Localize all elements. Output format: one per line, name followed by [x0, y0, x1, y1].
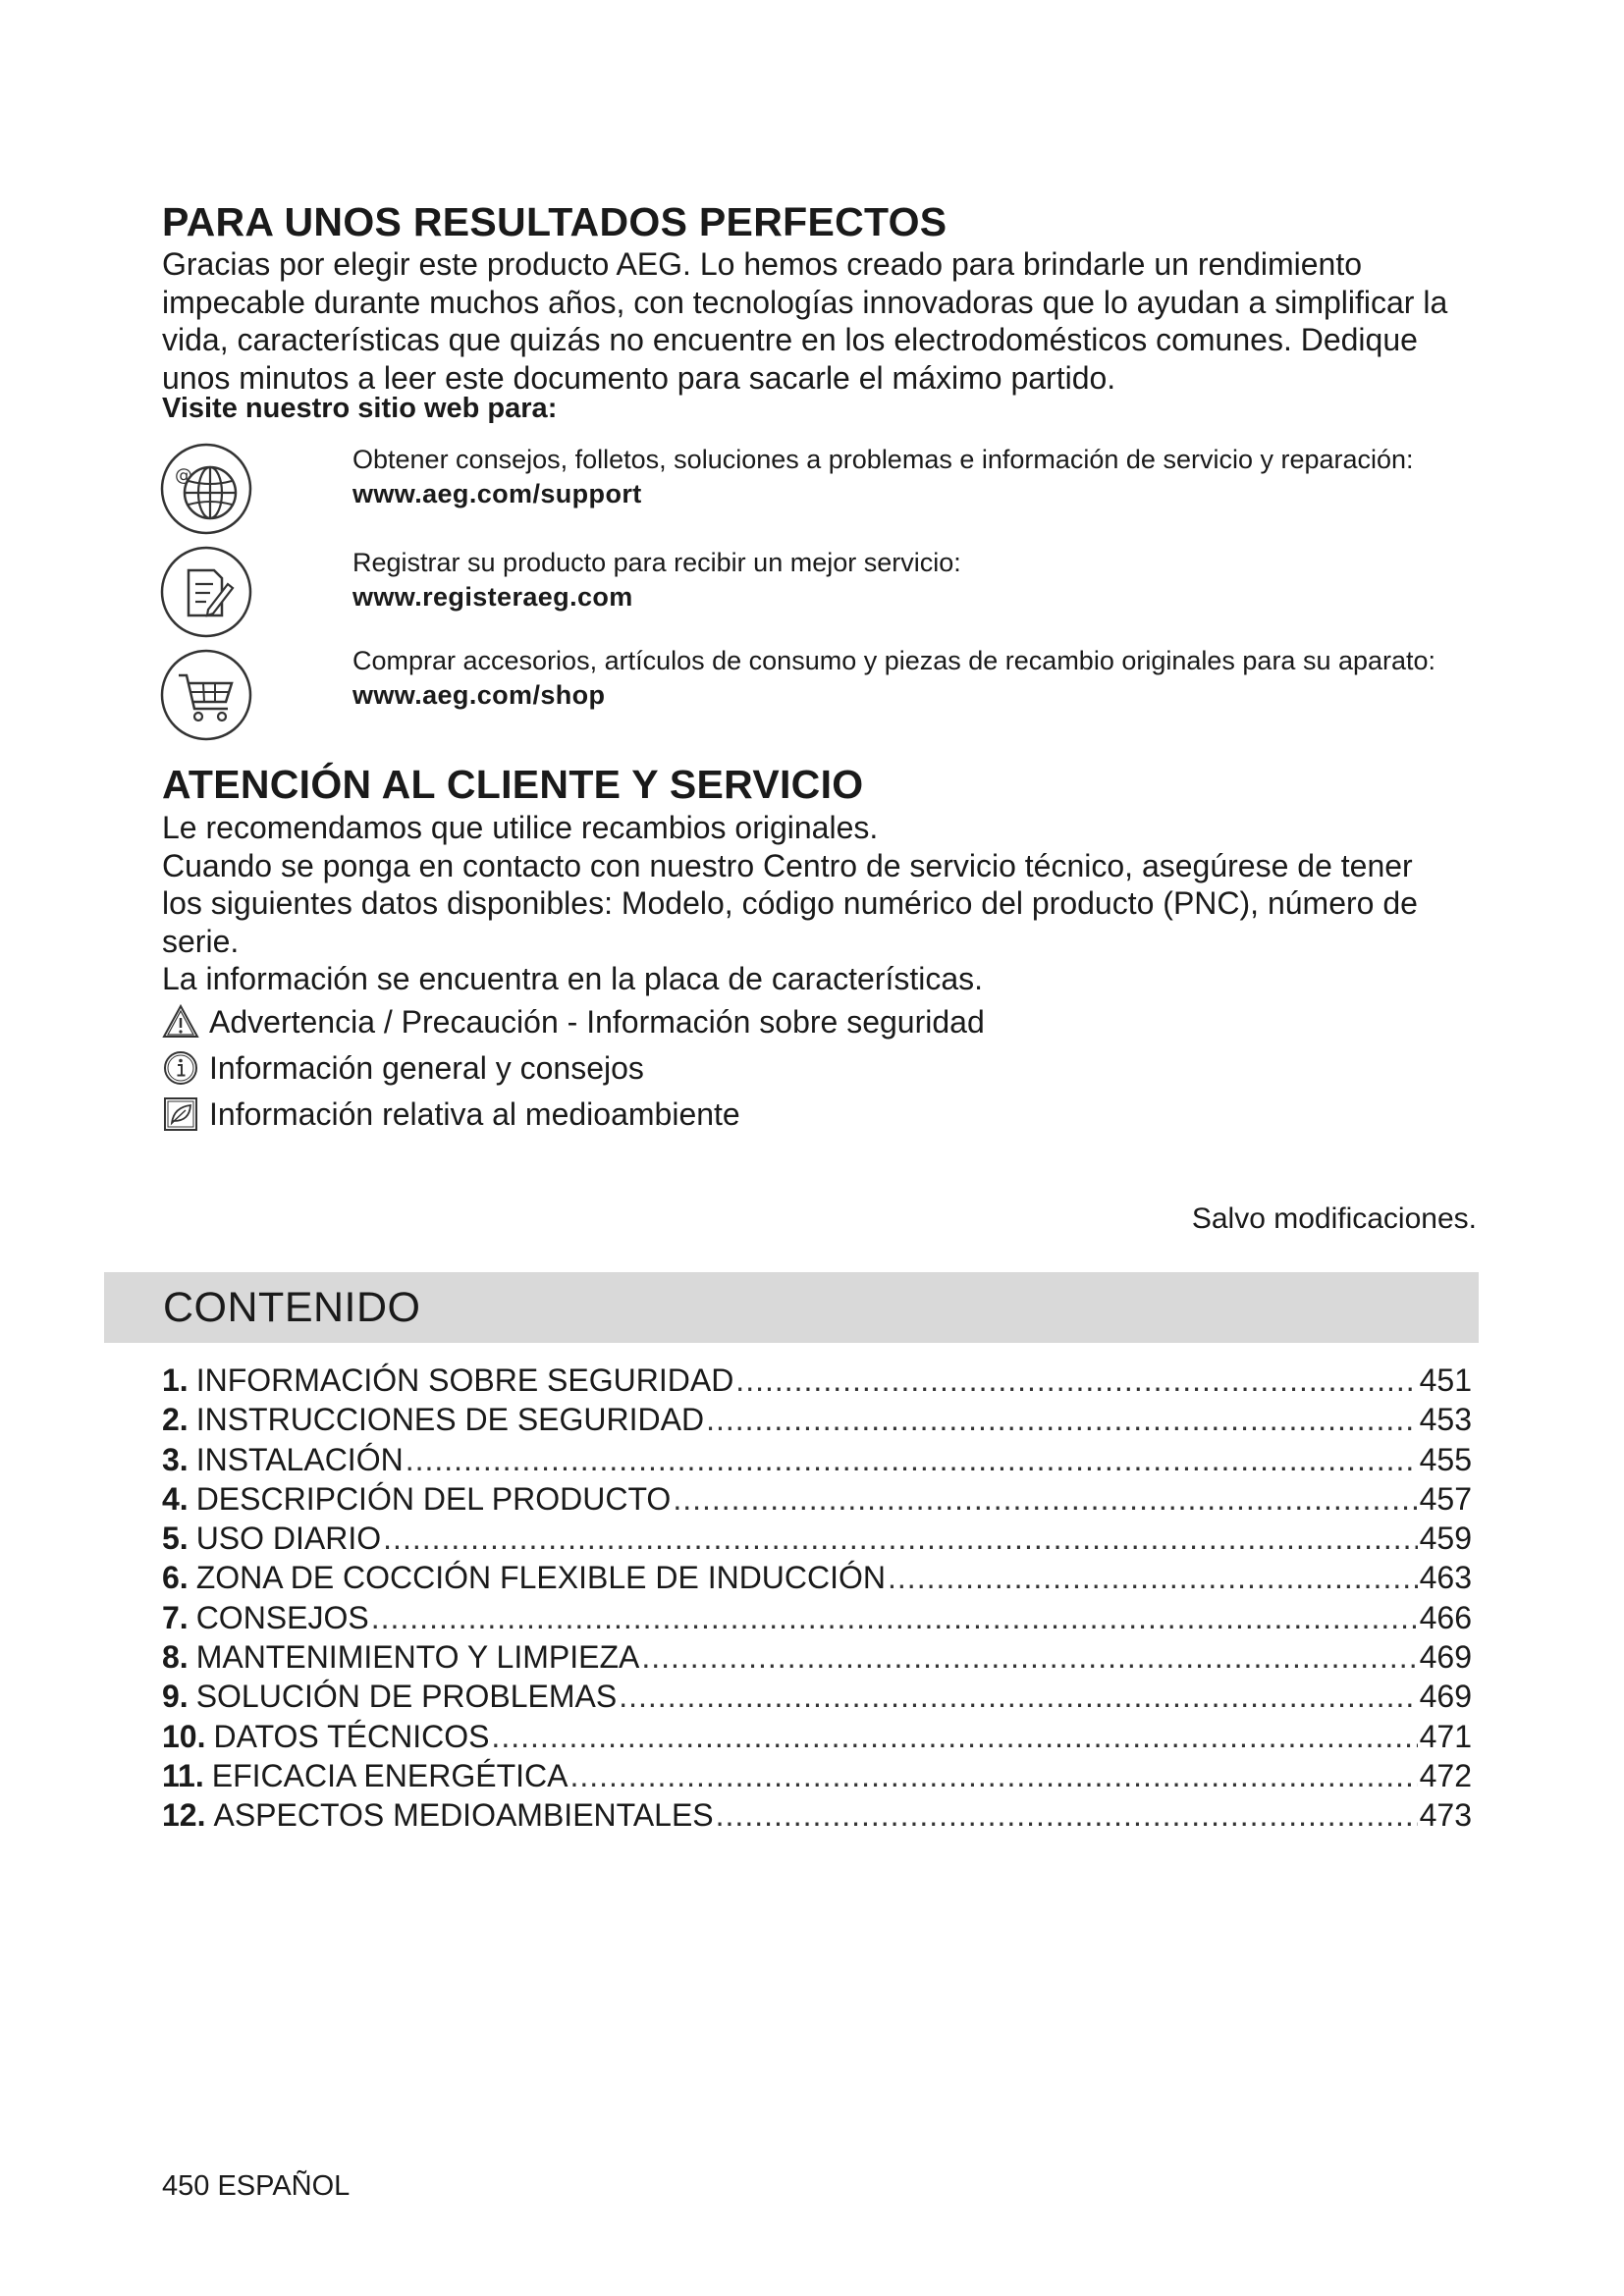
toc-item-title: USO DIARIO [195, 1521, 382, 1557]
toc-item-title: INSTRUCCIONES DE SEGURIDAD [195, 1402, 705, 1438]
toc-header [104, 1272, 1479, 1343]
svg-text:@: @ [175, 465, 192, 486]
toc-item[interactable] [162, 1679, 1472, 1718]
warning-icon [162, 1003, 199, 1041]
toc-item-number: 2. [162, 1402, 189, 1438]
legend-environment-text: Información relativa al medioambiente [209, 1095, 740, 1132]
customer-paragraph [162, 809, 1458, 998]
service-register [352, 546, 1452, 614]
service-support-text: Obtener consejos, folletos, soluciones a problemas e información de servicio y reparación: [352, 445, 1414, 474]
toc-item-number: 1. [162, 1362, 189, 1398]
toc-item-number: 10. [162, 1718, 206, 1754]
toc-item-title: INFORMACIÓN SOBRE SEGURIDAD [195, 1362, 734, 1398]
toc-item-page: 451 [1419, 1362, 1472, 1398]
visit-label: Visite nuestro sitio web para: [162, 393, 558, 424]
toc-item[interactable] [162, 1758, 1472, 1797]
toc-item[interactable] [162, 1442, 1472, 1481]
toc-title: CONTENIDO [163, 1284, 421, 1331]
register-link[interactable]: www.registeraeg.com [352, 582, 633, 612]
legend-warning [162, 1002, 985, 1041]
toc-item[interactable] [162, 1719, 1472, 1758]
intro-paragraph [162, 245, 1478, 397]
toc-item-title: EFICACIA ENERGÉTICA [211, 1757, 568, 1793]
shop-link[interactable]: www.aeg.com/shop [352, 680, 606, 710]
toc-item-title: MANTENIMIENTO Y LIMPIEZA [195, 1639, 640, 1676]
toc-item-number: 9. [162, 1679, 189, 1715]
toc-item-page: 469 [1419, 1679, 1472, 1715]
legend-environment [162, 1095, 740, 1134]
page-footer: 450 ESPAÑOL [162, 2170, 351, 2202]
toc-item-number: 3. [162, 1441, 189, 1477]
toc-item-title: DESCRIPCIÓN DEL PRODUCTO [195, 1480, 672, 1517]
service-register-text: Registrar su producto para recibir un mejor servicio: [352, 548, 961, 577]
toc-item[interactable] [162, 1521, 1472, 1560]
toc-item-page: 471 [1419, 1718, 1472, 1754]
toc-item-number: 11. [162, 1757, 204, 1793]
toc-item[interactable] [162, 1481, 1472, 1521]
toc-item-number: 5. [162, 1521, 189, 1557]
toc-item-page: 463 [1419, 1560, 1472, 1596]
service-shop [352, 644, 1452, 713]
info-icon [162, 1049, 199, 1087]
table-of-contents [162, 1362, 1472, 1838]
toc-item-number: 4. [162, 1480, 189, 1517]
toc-item-number: 8. [162, 1639, 189, 1676]
environment-icon [162, 1095, 199, 1133]
toc-item-page: 473 [1419, 1797, 1472, 1834]
globe-icon [159, 442, 253, 536]
toc-item-page: 455 [1419, 1441, 1472, 1477]
toc-item[interactable] [162, 1797, 1472, 1837]
toc-item-title: DATOS TÉCNICOS [213, 1718, 490, 1754]
toc-item-number: 12. [162, 1797, 206, 1834]
toc-item-title: ASPECTOS MEDIOAMBIENTALES [213, 1797, 714, 1834]
toc-item-page: 453 [1419, 1402, 1472, 1438]
legend-info [162, 1048, 644, 1088]
cart-icon [159, 648, 253, 742]
support-link[interactable]: www.aeg.com/support [352, 479, 642, 508]
toc-item[interactable] [162, 1600, 1472, 1639]
toc-item[interactable] [162, 1560, 1472, 1599]
toc-item-title: SOLUCIÓN DE PROBLEMAS [195, 1679, 618, 1715]
service-shop-text: Comprar accesorios, artículos de consumo y piezas de recambio originales para su aparato: [352, 646, 1436, 675]
toc-item[interactable] [162, 1402, 1472, 1441]
toc-item-number: 6. [162, 1560, 189, 1596]
toc-item-number: 7. [162, 1599, 189, 1635]
toc-item-page: 459 [1419, 1521, 1472, 1557]
toc-item-page: 466 [1419, 1599, 1472, 1635]
toc-item-page: 472 [1419, 1757, 1472, 1793]
subject-to-change: Salvo modificaciones. [1191, 1202, 1477, 1235]
intro-title: PARA UNOS RESULTADOS PERFECTOS [162, 199, 947, 244]
legend-info-text: Información general y consejos [209, 1049, 644, 1086]
toc-item-page: 457 [1419, 1480, 1472, 1517]
toc-item-title: CONSEJOS [195, 1599, 369, 1635]
customer-line-3: La información se encuentra en la placa de características. [162, 961, 984, 996]
toc-item[interactable] [162, 1639, 1472, 1679]
customer-line-2: Cuando se ponga en contacto con nuestro Centro de servicio técnico, asegúrese de tener los siguientes datos disponibles: Modelo, código numérico del producto (PNC), número de serie. [162, 847, 1418, 959]
toc-item-page: 469 [1419, 1639, 1472, 1676]
customer-line-1: Le recomendamos que utilice recambios originales. [162, 810, 879, 845]
legend-warning-text: Advertencia / Precaución - Información sobre seguridad [209, 1003, 985, 1040]
customer-title: ATENCIÓN AL CLIENTE Y SERVICIO [162, 762, 864, 807]
toc-item-title: INSTALACIÓN [195, 1441, 404, 1477]
intro-body: Gracias por elegir este producto AEG. Lo hemos creado para brindarle un rendimiento impecable durante muchos años, con tecnologías innovadoras que lo ayudan a simplificar la vida, características que quizás no encuentre en los electrodomésticos comunes. Dedique unos minutos a leer este documento para sacarle el máximo partido. [162, 246, 1448, 396]
register-icon [159, 545, 253, 639]
toc-item[interactable] [162, 1362, 1472, 1402]
service-support [352, 443, 1452, 511]
toc-item-title: ZONA DE COCCIÓN FLEXIBLE DE INDUCCIÓN [195, 1560, 887, 1596]
